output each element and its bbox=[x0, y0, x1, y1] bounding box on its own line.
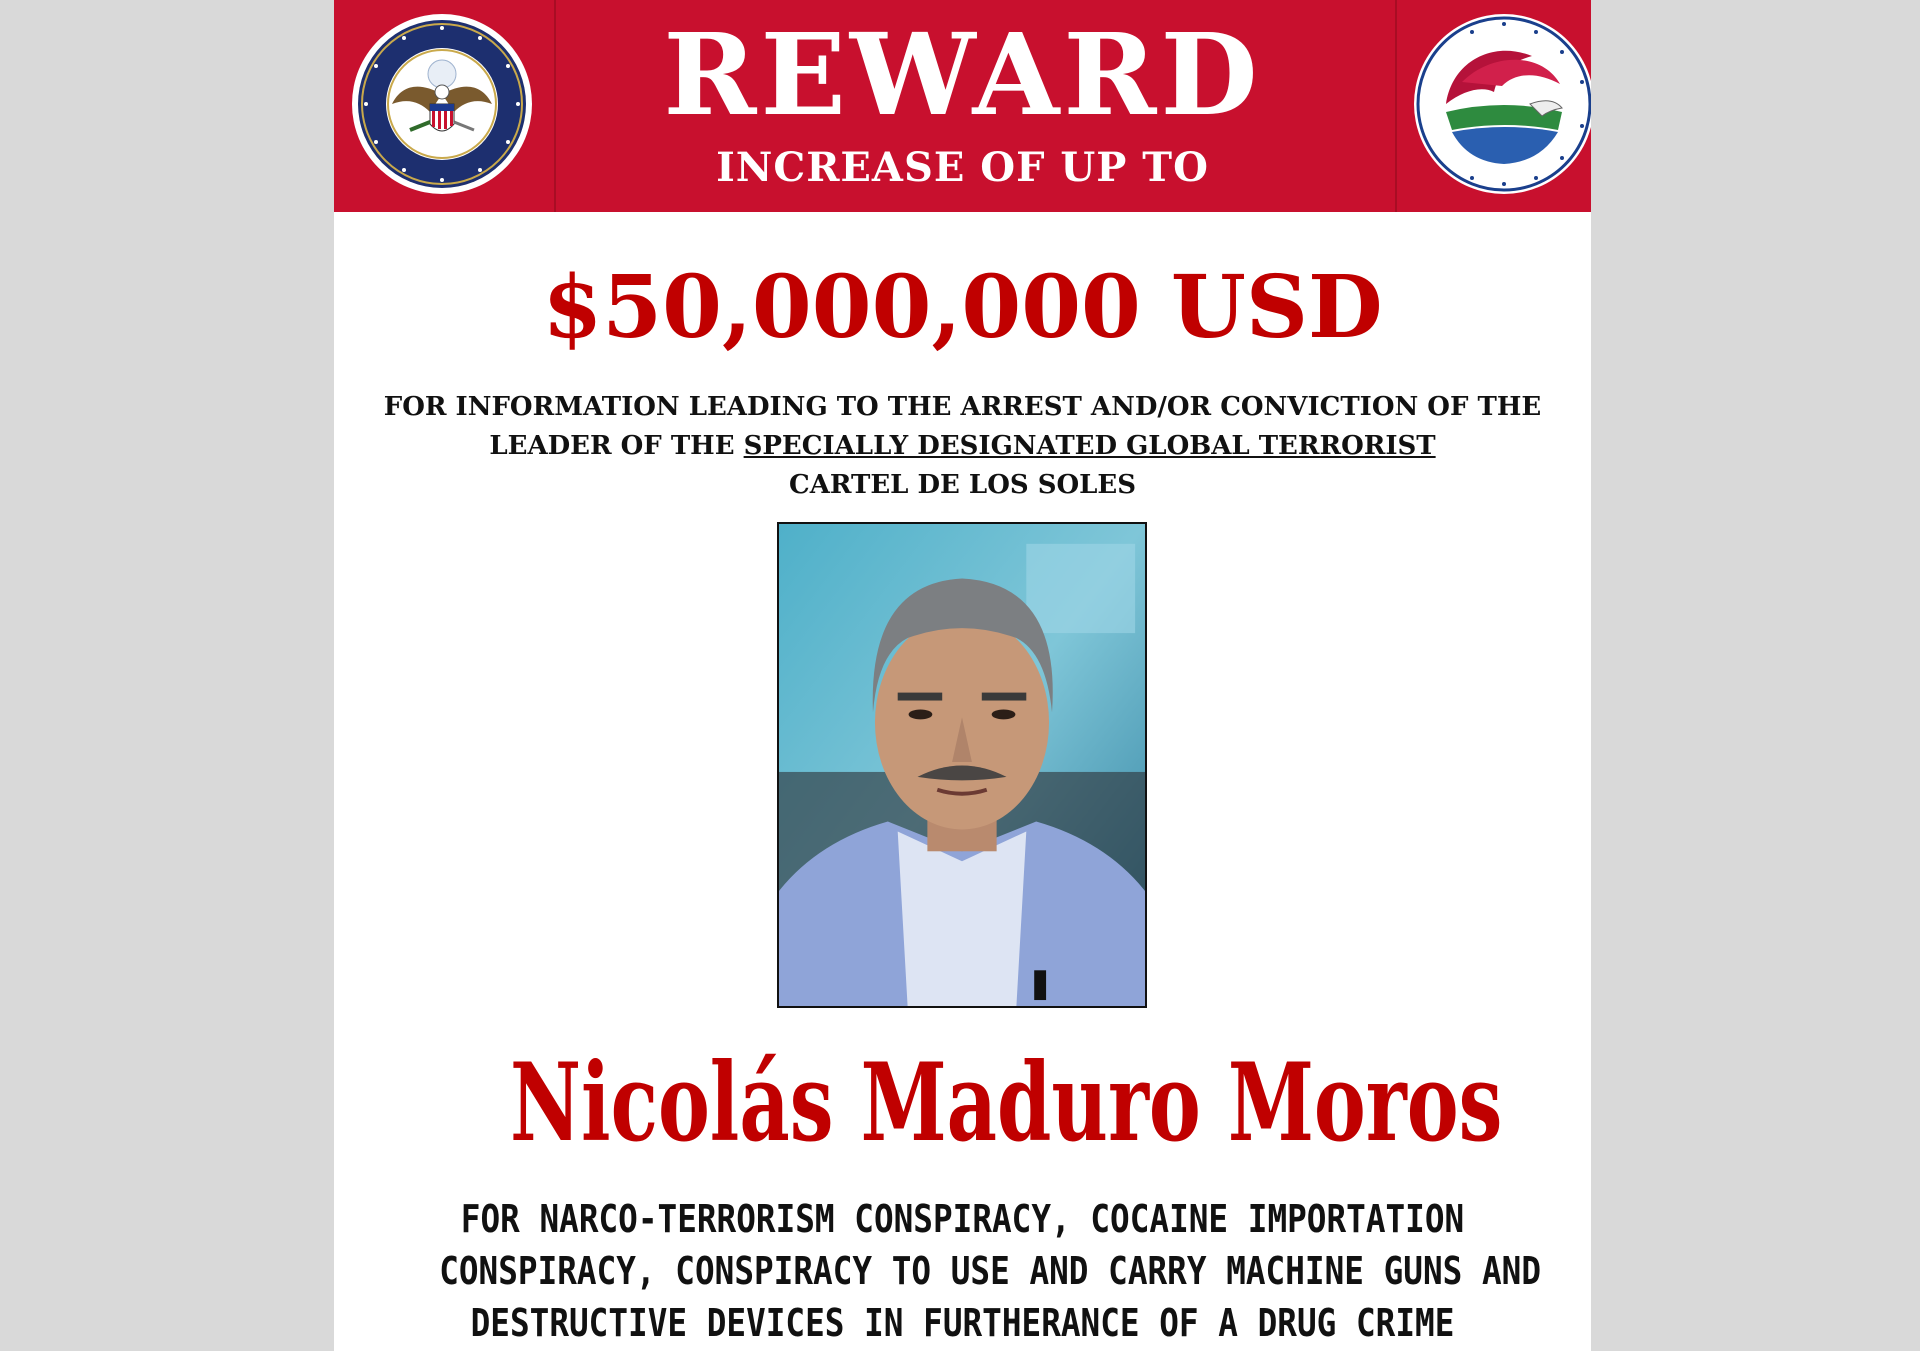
dea-seal-icon bbox=[1412, 12, 1591, 196]
sdgt-designation: SPECIALLY DESIGNATED GLOBAL TERRORIST bbox=[743, 431, 1436, 461]
charges-line-1: FOR NARCO-TERRORISM CONSPIRACY, COCAINE IMPORTATION bbox=[460, 1197, 1465, 1241]
reward-poster bbox=[334, 0, 1591, 1351]
info-line-2 bbox=[354, 427, 1571, 466]
header-banner bbox=[334, 0, 1591, 212]
reward-description bbox=[354, 388, 1571, 505]
info-line-2-prefix: LEADER OF THE bbox=[489, 431, 744, 461]
info-line-3: CARTEL DE LOS SOLES bbox=[789, 470, 1136, 500]
fugitive-name: Nicolás Maduro Moros bbox=[509, 1040, 1503, 1166]
info-line-1: FOR INFORMATION LEADING TO THE ARREST AND/OR CONVICTION OF THE bbox=[383, 392, 1542, 422]
charges-line-2: CONSPIRACY, CONSPIRACY TO USE AND CARRY MACHINE GUNS AND bbox=[439, 1249, 1541, 1293]
charges-text bbox=[439, 1193, 1541, 1349]
reward-title: REWARD bbox=[663, 10, 1262, 141]
charges-line-3: DESTRUCTIVE DEVICES IN FURTHERANCE OF A DRUG CRIME bbox=[470, 1301, 1455, 1345]
reward-subtitle: INCREASE OF UP TO bbox=[716, 144, 1209, 191]
reward-amount: $50,000,000 USD bbox=[542, 257, 1383, 358]
portrait-photo bbox=[777, 522, 1147, 1008]
